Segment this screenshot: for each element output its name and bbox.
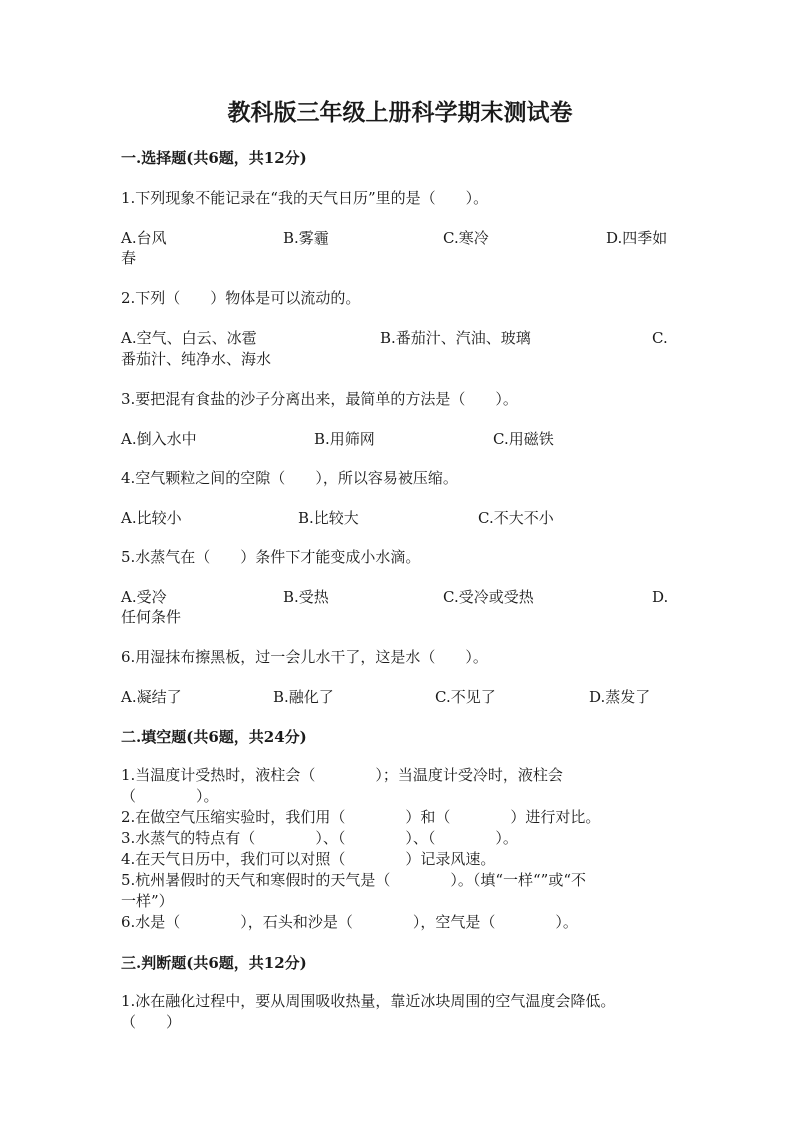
option: A.空气、白云、冰雹 xyxy=(121,329,257,347)
option: D. xyxy=(652,588,669,606)
option: B.受热 xyxy=(283,588,329,606)
fill-line: 2.在做空气压缩实验时，我们用（ ）和（ ）进行对比。 xyxy=(121,808,601,826)
section-heading-judge: 三.判断题(共6题，共12分) xyxy=(121,954,307,972)
option: C.受冷或受热 xyxy=(443,588,534,606)
section-heading-fill: 二.填空题(共6题，共24分) xyxy=(121,728,307,746)
option: B.融化了 xyxy=(273,688,334,706)
option: B.比较大 xyxy=(298,509,359,527)
judge-line: （ ） xyxy=(121,1013,182,1031)
option: D.蒸发了 xyxy=(589,688,651,706)
fill-line: 4.在天气日历中，我们可以对照（ ）记录风速。 xyxy=(121,850,496,868)
option: C.用磁铁 xyxy=(493,430,554,448)
judge-line: 1.冰在融化过程中，要从周围吸收热量，靠近冰块周围的空气温度会降低。 xyxy=(121,992,616,1010)
question-stem: 1.下列现象不能记录在“我的天气日历”里的是（ ）。 xyxy=(121,189,489,207)
section-heading-choice: 一.选择题(共6题，共12分) xyxy=(121,149,307,167)
question-stem: 3.要把混有食盐的沙子分离出来，最简单的方法是（ ）。 xyxy=(121,390,518,408)
question-stem: 5.水蒸气在（ ）条件下才能变成小水滴。 xyxy=(121,548,421,566)
fill-line: 3.水蒸气的特点有（ ）、（ ）、（ ）。 xyxy=(121,829,518,847)
fill-line: 6.水是（ ），石头和沙是（ ），空气是（ ）。 xyxy=(121,913,578,931)
question-stem: 4.空气颗粒之间的空隙（ ），所以容易被压缩。 xyxy=(121,469,458,487)
option-wrap: 任何条件 xyxy=(121,608,182,626)
question-stem: 2.下列（ ）物体是可以流动的。 xyxy=(121,289,361,307)
fill-line: 1.当温度计受热时，液柱会（ ）；当温度计受冷时，液柱会 xyxy=(121,766,563,784)
option-wrap: 春 xyxy=(121,249,137,267)
option: C.不见了 xyxy=(435,688,496,706)
option: B.番茄汁、汽油、玻璃 xyxy=(380,329,531,347)
question-stem: 6.用湿抹布擦黑板，过一会儿水干了，这是水（ ）。 xyxy=(121,648,488,666)
option: B.用筛网 xyxy=(314,430,375,448)
option-wrap: 番茄汁、纯净水、海水 xyxy=(121,350,272,368)
option: A.凝结了 xyxy=(121,688,182,706)
page-title: 教科版三年级上册科学期末测试卷 xyxy=(227,99,573,126)
option: C. xyxy=(652,329,668,347)
fill-line: 一样”） xyxy=(121,892,174,910)
option: B.雾霾 xyxy=(283,229,329,247)
option: A.台风 xyxy=(121,229,167,247)
option: C.寒冷 xyxy=(443,229,489,247)
fill-line: 5.杭州暑假时的天气和寒假时的天气是（ ）。（填“一样“”或“不 xyxy=(121,871,586,889)
option: A.倒入水中 xyxy=(121,430,197,448)
fill-line: （ ）。 xyxy=(121,787,219,805)
option: D.四季如 xyxy=(606,229,668,247)
option: A.比较小 xyxy=(121,509,182,527)
option: A.受冷 xyxy=(121,588,167,606)
option: C.不大不小 xyxy=(478,509,554,527)
